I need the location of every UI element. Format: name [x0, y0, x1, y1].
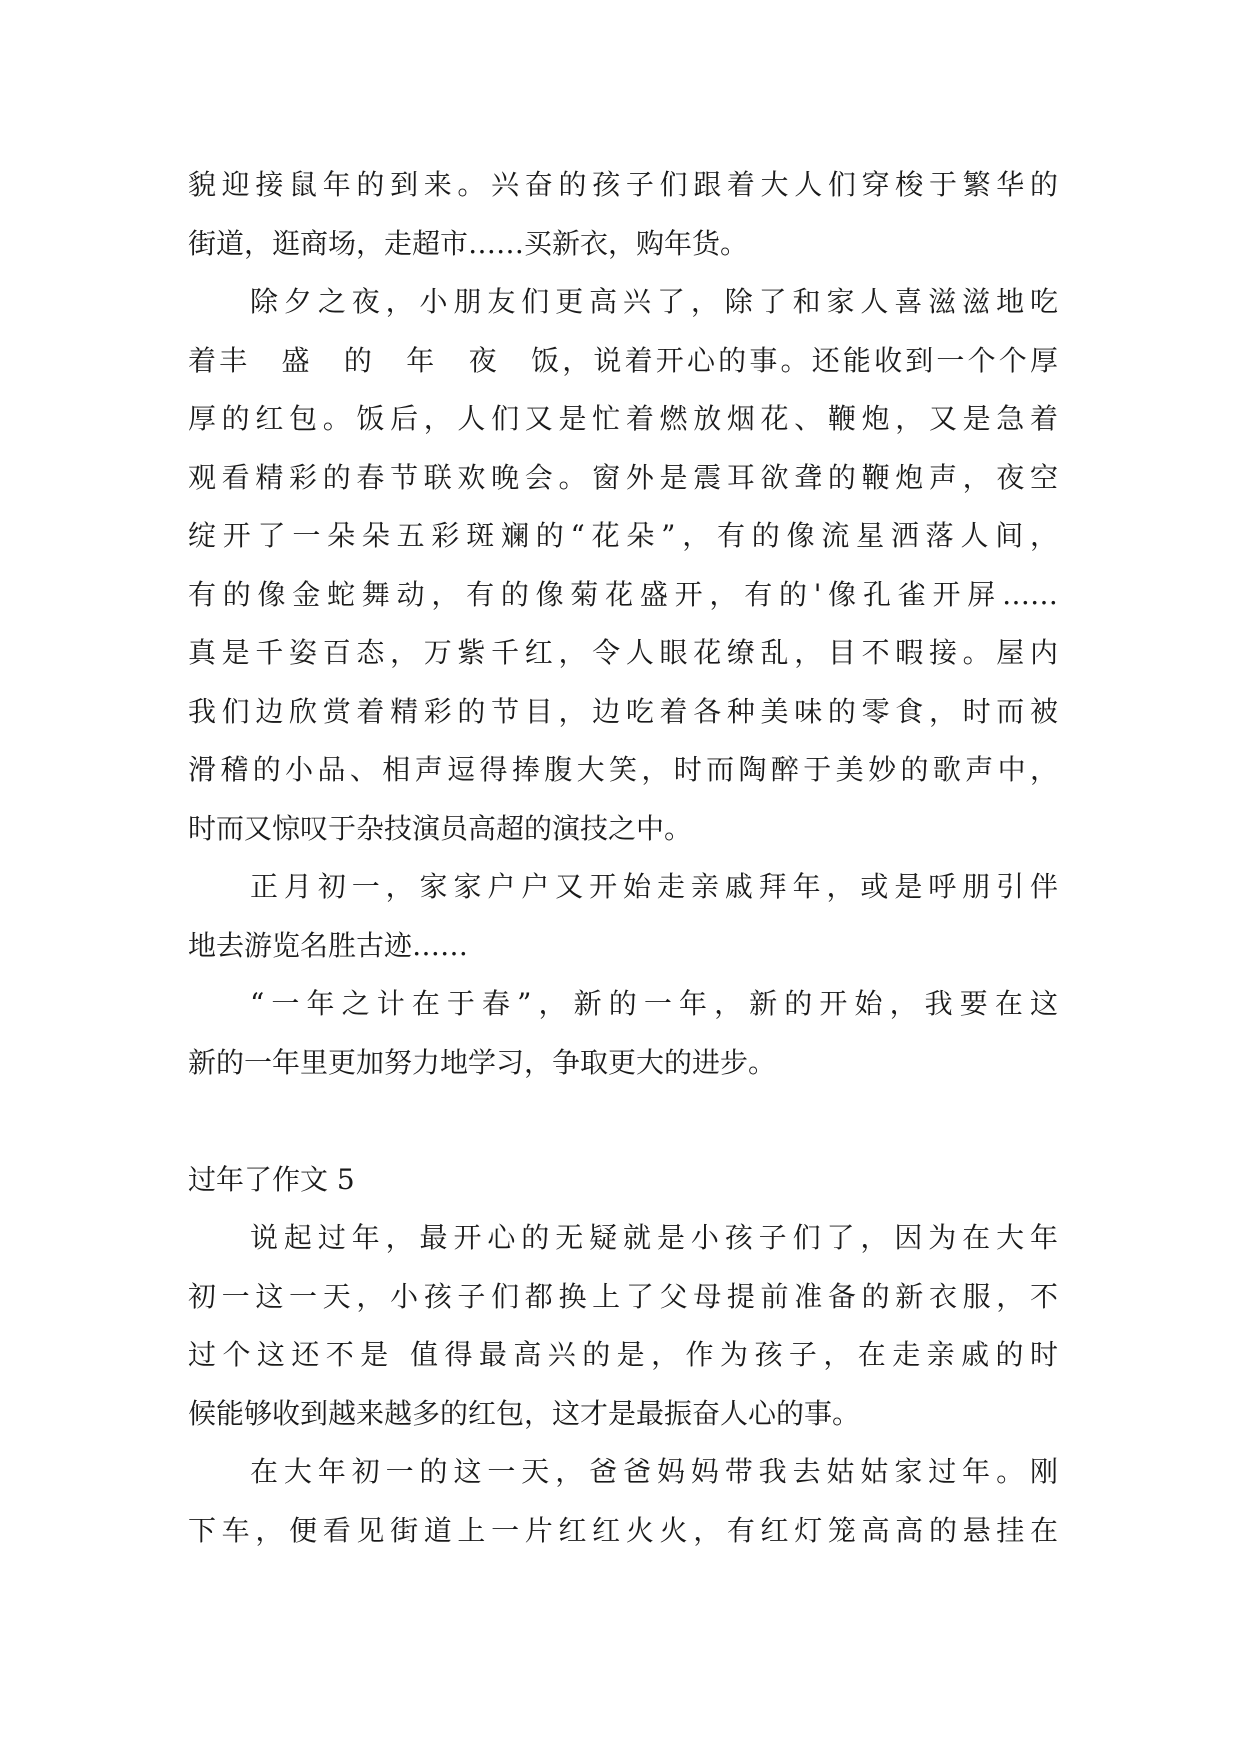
paragraph-essay5-visit — [188, 1443, 1058, 1560]
paragraph-first-day — [188, 858, 1058, 975]
text-line: 候能够收到越来越多的红包，这才是最振奋人心的事。 — [188, 1396, 861, 1430]
text-line: 滑稽的小品、相声逗得捧腹大笑，时而陶醉于美妙的歌声中， — [188, 753, 1058, 786]
text-line: 真是千姿百态，万紫千红，令人眼花缭乱，目不暇接。屋内 — [188, 636, 1058, 669]
essay-heading: 过年了作文 5 — [188, 1162, 355, 1196]
text-line: 有的像金蛇舞动，有的像菊花盛开，有的'像孔雀开屏…… — [188, 577, 1058, 611]
text-line: 我们边欣赏着精彩的节目，边吃着各种美味的零食，时而被 — [188, 694, 1058, 728]
text-line: 厚的红包。饭后，人们又是忙着燃放烟花、鞭炮，又是急着 — [188, 402, 1058, 435]
text-line: 新的一年里更加努力地学习，争取更大的进步。 — [188, 1045, 777, 1079]
text-line: 地去游览名胜古迹…… — [188, 928, 469, 962]
text-line: 过个这还不是 值得最高兴的是，作为孩子，在走亲戚的时 — [188, 1338, 1058, 1371]
document-page — [188, 156, 1058, 1560]
paragraph-essay5-intro — [188, 1209, 1058, 1443]
paragraph-resolution — [188, 975, 1058, 1092]
paragraph-new-year-eve — [188, 273, 1058, 858]
text-line: 观看精彩的春节联欢晚会。窗外是震耳欲聋的鞭炮声，夜空 — [188, 460, 1058, 494]
text-line: 貌迎接鼠年的到来。兴奋的孩子们跟着大人们穿梭于繁华的 — [188, 168, 1058, 201]
text-line: 除夕之夜，小朋友们更高兴了，除了和家人喜滋滋地吃 — [250, 285, 1058, 318]
text-line: 街道，逛商场，走超市……买新衣，购年货。 — [188, 226, 749, 260]
text-line: “一年之计在于春”，新的一年，新的开始，我要在这 — [250, 987, 1058, 1020]
text-line: 下车，便看见街道上一片红红火火，有红灯笼高高的悬挂在 — [188, 1513, 1058, 1547]
text-line: 正月初一，家家户户又开始走亲戚拜年，或是呼朋引伴 — [250, 870, 1058, 903]
text-line: 初一这一天，小孩子们都换上了父母提前准备的新衣服，不 — [188, 1279, 1058, 1313]
text-line: 绽开了一朵朵五彩斑斓的“花朵”，有的像流星洒落人间， — [188, 519, 1058, 552]
section-gap — [188, 1092, 1058, 1151]
text-line: 时而又惊叹于杂技演员高超的演技之中。 — [188, 811, 693, 845]
text-line: 在大年初一的这一天，爸爸妈妈带我去姑姑家过年。刚 — [250, 1455, 1058, 1488]
text-line: 说起过年，最开心的无疑就是小孩子们了，因为在大年 — [250, 1221, 1058, 1254]
text-line: 着丰 盛 的 年 夜 饭，说着开心的事。还能收到一个个厚 — [188, 343, 1058, 377]
paragraph-continuation — [188, 156, 1058, 273]
